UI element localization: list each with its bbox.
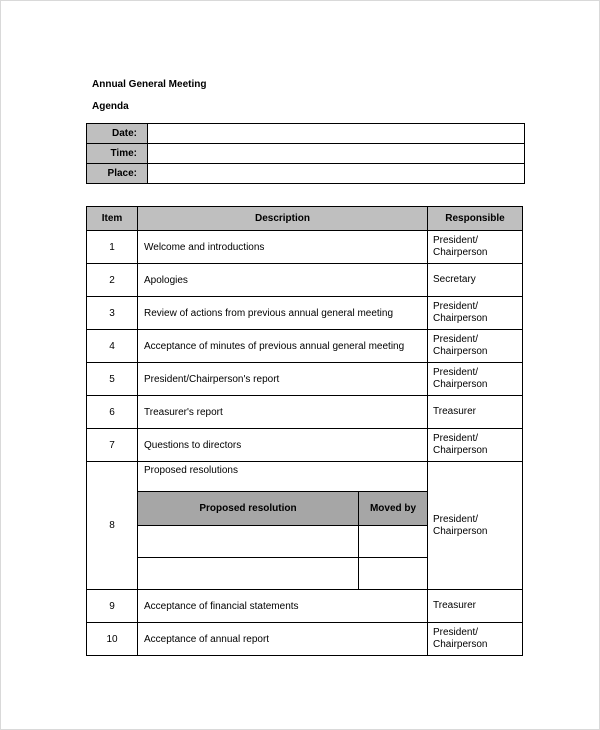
moved-by-field[interactable]: [359, 558, 428, 590]
agenda-row: [87, 396, 523, 429]
agenda-row-resolutions: [87, 462, 523, 590]
item-number: 7: [87, 429, 138, 462]
agenda-row: [87, 231, 523, 264]
item-number: 5: [87, 363, 138, 396]
responsible-line-2: Chairperson: [433, 639, 488, 650]
date-row: [87, 124, 525, 144]
meeting-details-table: [86, 123, 525, 184]
moved-by-field[interactable]: [359, 526, 428, 558]
document-subtitle: Agenda: [92, 101, 129, 112]
item-number: 6: [87, 396, 138, 429]
item-responsible: Treasurer: [428, 590, 523, 623]
agenda-row: [87, 590, 523, 623]
description-header: Description: [138, 207, 428, 231]
responsible-line-1: President/: [433, 433, 479, 444]
item-number: 2: [87, 264, 138, 297]
item-number: 3: [87, 297, 138, 330]
responsible-line-1: President/: [433, 334, 479, 345]
time-label: Time:: [87, 144, 148, 164]
moved-by-header: Moved by: [359, 492, 428, 526]
responsible-line-2: Chairperson: [433, 525, 488, 537]
item-responsible: [428, 623, 523, 656]
item-responsible: Treasurer: [428, 396, 523, 429]
time-field[interactable]: [148, 144, 525, 164]
item-description: President/Chairperson's report: [138, 363, 428, 396]
responsible-line-2: Chairperson: [433, 313, 488, 324]
item-description: Welcome and introductions: [138, 231, 428, 264]
agenda-row: [87, 363, 523, 396]
item-responsible: [428, 462, 523, 590]
responsible-line-1: President/: [433, 367, 479, 378]
responsible-header: Responsible: [428, 207, 523, 231]
time-row: [87, 144, 525, 164]
responsible-line-2: Chairperson: [433, 445, 488, 456]
item-number: 4: [87, 330, 138, 363]
resolutions-table: [138, 491, 427, 589]
responsible-line-1: President/: [433, 301, 479, 312]
item-description: Questions to directors: [138, 429, 428, 462]
item-description: Treasurer's report: [138, 396, 428, 429]
proposed-resolution-header: Proposed resolution: [138, 492, 359, 526]
place-field[interactable]: [148, 164, 525, 184]
responsible-line-1: President/: [433, 627, 479, 638]
item-responsible: Secretary: [428, 264, 523, 297]
responsible-line-2: Chairperson: [433, 247, 488, 258]
date-field[interactable]: [148, 124, 525, 144]
item-number: 9: [87, 590, 138, 623]
item-responsible: [428, 231, 523, 264]
resolution-row: [138, 526, 427, 558]
item-description: [138, 462, 428, 590]
item-number: 1: [87, 231, 138, 264]
place-label: Place:: [87, 164, 148, 184]
date-label: Date:: [87, 124, 148, 144]
item-number: 8: [87, 462, 138, 590]
place-row: [87, 164, 525, 184]
item-number: 10: [87, 623, 138, 656]
item-description: Apologies: [138, 264, 428, 297]
item-header: Item: [87, 207, 138, 231]
item-description: Acceptance of annual report: [138, 623, 428, 656]
resolution-field[interactable]: [138, 526, 359, 558]
responsible-line-2: Chairperson: [433, 379, 488, 390]
item-description: Acceptance of minutes of previous annual general meeting: [138, 330, 428, 363]
document-title: Annual General Meeting: [92, 79, 207, 90]
resolution-row: [138, 558, 427, 590]
agenda-row: [87, 330, 523, 363]
agenda-header-row: [87, 207, 523, 231]
agenda-table: [86, 206, 523, 656]
item-responsible: [428, 363, 523, 396]
agenda-row: [87, 623, 523, 656]
resolutions-heading: Proposed resolutions: [144, 465, 238, 476]
agenda-row: [87, 429, 523, 462]
item-responsible: [428, 429, 523, 462]
resolution-field[interactable]: [138, 558, 359, 590]
item-description: Acceptance of financial statements: [138, 590, 428, 623]
item-description: Review of actions from previous annual general meeting: [138, 297, 428, 330]
agenda-row: [87, 297, 523, 330]
resolutions-header-row: [138, 492, 427, 526]
responsible-line-2: Chairperson: [433, 346, 488, 357]
item-responsible: [428, 297, 523, 330]
item-responsible: [428, 330, 523, 363]
responsible-line-1: President/: [433, 513, 479, 525]
responsible-line-1: President/: [433, 235, 479, 246]
agenda-row: [87, 264, 523, 297]
